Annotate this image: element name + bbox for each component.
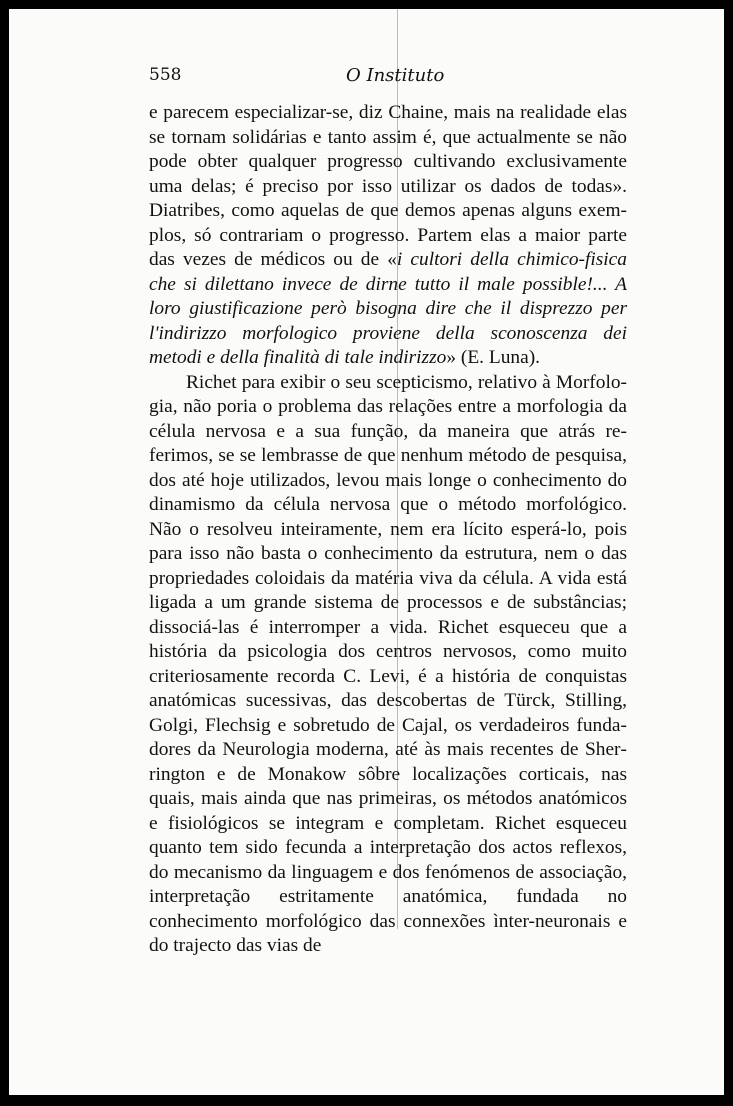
paragraph-1 <box>149 101 627 371</box>
body-text <box>149 101 627 959</box>
paragraph-1-sentence-2: Diatribes, como aquelas de que demos apenas alguns exemplos, só contrariam o progresso. Partem elas a maior parte das vezes de médicos ou de « <box>149 200 627 270</box>
page-number: 558 <box>149 65 182 85</box>
italian-quotation: i cultori della chimico-fisica che si dilettano invece de dirne tutto il male possible!... A loro giustificazione però bisogna dire che il disprezzo per l'indirizzo morfologico proviene della sconoscenza dei metodi e della finalità di tale indirizzo <box>149 249 627 368</box>
paragraph-1-sentence-1: e parecem especializar-se, diz Chaine, mais na realidade elas se tornam solidárias e tanto assim é, que actualmente se não pode obter qualquer progresso cultivando exclusivamente uma delas; é preciso por isso utilizar os dados de todas». <box>149 102 627 197</box>
running-title: O Instituto <box>346 65 445 86</box>
page-header <box>149 65 627 95</box>
paragraph-1-citation: » (E. Luna). <box>446 347 540 368</box>
book-page <box>9 9 724 1095</box>
paragraph-2: Richet para exibir o seu scepticismo, relativo à Morfologia, não poria o problema das relações entre a morfologia da célula nervosa e a sua função, da maneira que atrás referimos, se se lembrasse de que nenhum método de pesquisa, dos até hoje utilizados, levou mais longe o conhecimento do dinamismo da célula nervosa que o método morfológico. Não o resolveu inteiramente, nem era lícito esperá-lo, pois para isso não basta o conhecimento da estrutura, nem o das propriedades coloidais da matéria viva da célula. A vida está ligada a um grande sistema de processos e de substâncias; dissociá-las é interromper a vida. Richet esqueceu que a história da psicologia dos centros nervosos, como muito criteriosamente recorda C. Levi, é a história de conquistas anatómicas sucessivas, das descobertas de Türck, Stilling, Golgi, Flechsig e sobretudo de Cajal, os verdadeiros fundadores da Neurologia moderna, até às mais recentes de Sherrington e de Monakow sôbre localizações corticais, nas quais, mais ainda que nas primeiras, os métodos anatómicos e fisiológicos se integram e completam. Richet esqueceu quanto tem sido fecunda a interpretação dos actos reflexos, do mecanismo da linguagem e dos fenómenos de associação, interpretação estritamente anatómica, fundada no conhecimento morfológico das connexões ìnter-neuronais e do trajecto das vias de <box>149 371 627 956</box>
